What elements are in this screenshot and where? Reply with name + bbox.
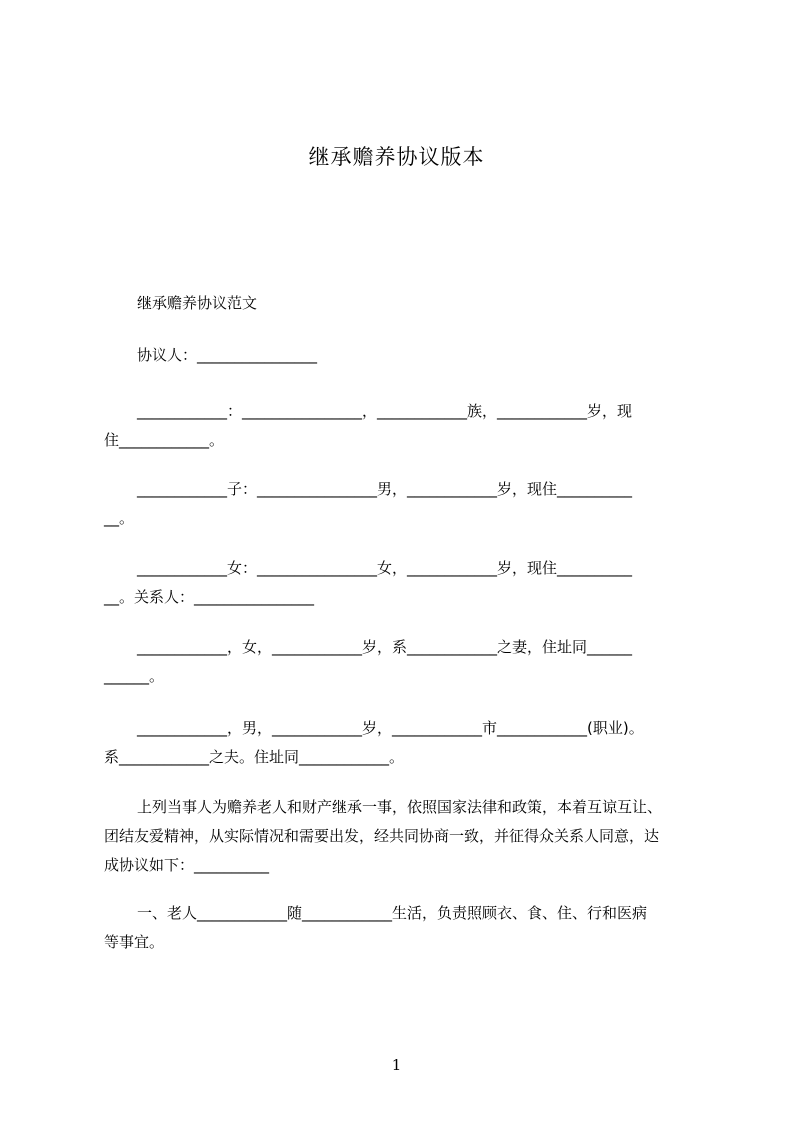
paragraph-6 [104,793,704,880]
page-number: 1 [391,1056,402,1074]
paragraph-3-line-1: ____________女：________________女，____________岁，现住__________ [137,559,633,577]
paragraph-3-line-2: __。关系人：________________ [104,588,315,606]
paragraph-2-line-1: ____________子：________________男，____________岁，现住__________ [137,480,633,498]
paragraph-5-line-2: 系____________之夫。住址同____________。 [104,748,405,766]
paragraph-2-line-2: __。 [104,509,135,527]
paragraph-4-line-2: ______。 [104,667,165,685]
paragraph-5 [104,714,704,772]
party-line-text: 协议人：________________ [137,346,318,364]
paragraph-1-line-2: 住____________。 [104,431,225,449]
paragraph-1-line-1: ____________：________________，____________族，____________岁，现 [137,402,633,420]
document-title: 继承赡养协议版本 [308,145,485,169]
paragraph-2 [104,475,704,533]
paragraph-7-line-2: 等事宜。 [104,933,165,951]
document-subtitle [104,289,704,318]
paragraph-6-line-3: 成协议如下：__________ [104,856,270,874]
paragraph-3 [104,554,704,612]
subtitle-text: 继承赡养协议范文 [137,294,258,312]
paragraph-6-line-1: 上列当事人为赡养老人和财产继承一事，依照国家法律和政策，本着互谅互让、 [137,798,663,816]
paragraph-4 [104,633,704,691]
paragraph-7 [104,899,704,957]
paragraph-4-line-1: ____________，女，____________岁，系____________之妻，住址同______ [137,638,633,656]
paragraph-5-line-1: ____________，男，____________岁，____________市____________(职业)。 [137,719,644,737]
paragraph-6-line-2: 团结友爱精神，从实际情况和需要出发，经共同协商一致，并征得众关系人同意，达 [104,827,660,845]
paragraph-7-line-1: 一、老人____________随____________生活，负责照顾衣、食、住、行和医病 [137,904,648,922]
paragraph-1 [104,397,704,455]
party-line [104,341,704,370]
